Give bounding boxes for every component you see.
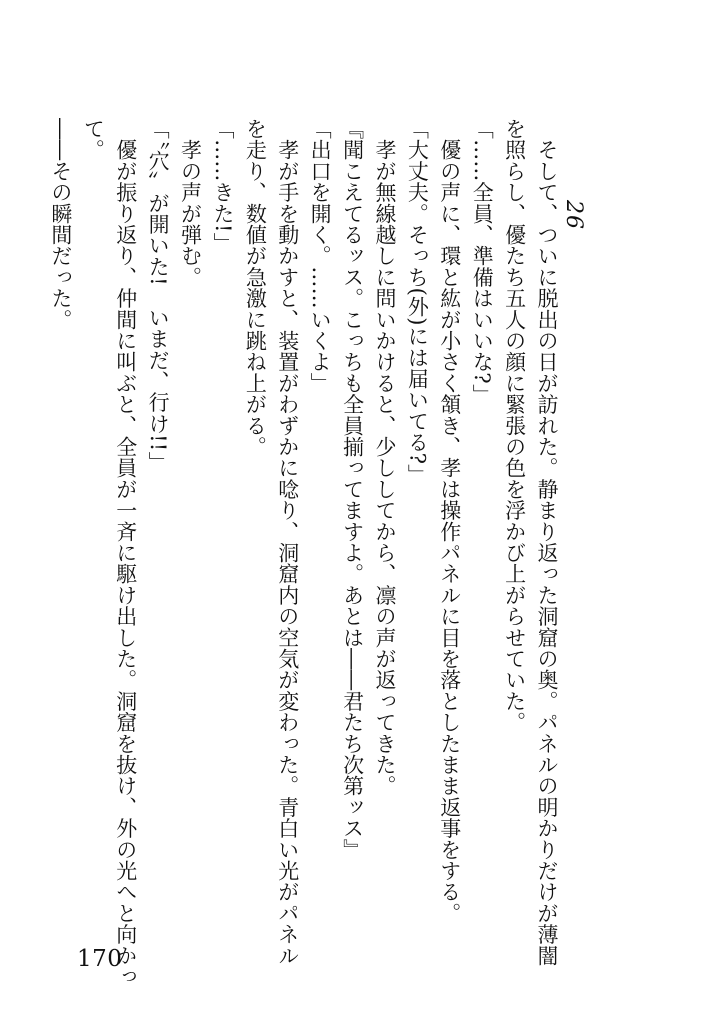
- text-line: 優が振り返り、仲間に叫ぶと、全員が一斉に駆け出した。洞窟を抜け、外の光へと向かっ: [113, 118, 138, 988]
- text-line: て。: [81, 118, 106, 161]
- text-line: を走り、数値が急激に跳ね上がる。: [243, 118, 268, 458]
- text-line: 孝が手を動かすと、装置がわずかに唸り、洞窟内の空気が変わった。青白い光がパネル: [275, 118, 300, 966]
- page-number: 170: [77, 946, 123, 972]
- text-line: そして、ついに脱出の日が訪れた。静まり返った洞窟の奥。パネルの明かりだけが薄闇: [535, 118, 559, 966]
- text-line: 「〝穴〟が開いた! いまだ、行け!!」: [146, 118, 171, 473]
- text-line: 孝の声が弾む。: [178, 118, 203, 288]
- chapter-number: 26: [561, 200, 586, 230]
- text-line: 「出口を開く。……いくよ」: [308, 118, 333, 394]
- text-line: ――その瞬間だった。: [48, 118, 73, 330]
- text-line: 「大丈夫。そっち(外)には届いてる?」: [405, 118, 430, 486]
- text-line: 『聞こえてるッス。こっちも全員揃ってますよ。あとは――君たち次第ッス』: [340, 118, 365, 860]
- text-line: 「……きた!」: [210, 118, 235, 254]
- text-line: 孝が無線越しに問いかけると、少ししてから、凛の声が返ってきた。: [372, 118, 397, 797]
- text-line: 「……全員、準備はいいな?」: [470, 118, 495, 406]
- text-line: を照らし、優たち五人の顔に緊張の色を浮かび上がらせていた。: [502, 118, 527, 733]
- text-line: 優の声に、環と紘が小さく頷き、孝は操作パネルに目を落としたまま返事をする。: [437, 118, 462, 924]
